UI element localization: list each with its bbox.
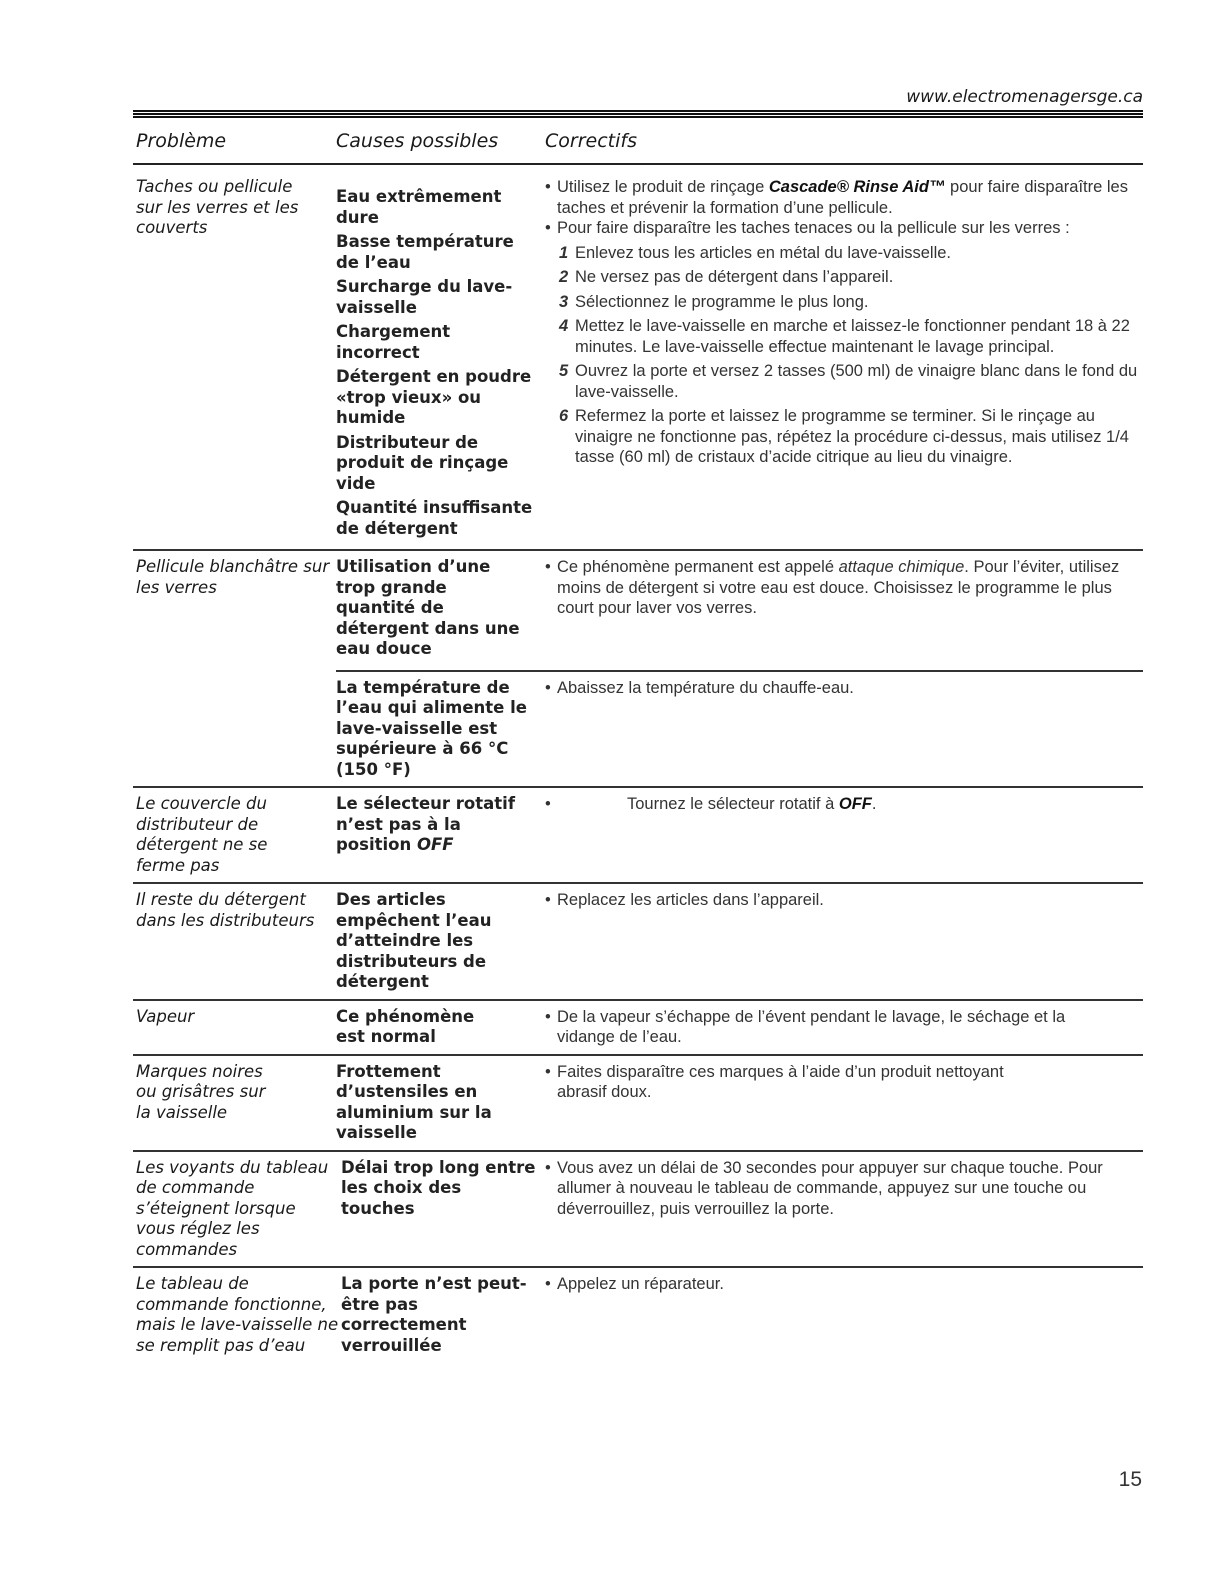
cause-cell: La porte n’est peut-être pas correctement verrouillée xyxy=(341,1274,527,1355)
bullet-icon: • xyxy=(545,678,551,697)
step-text: Enlevez tous les articles en métal du lave-vaisselle. xyxy=(575,243,952,262)
cause-item: Distributeur de produit de rinçage vide xyxy=(336,432,509,493)
column-header-problem: Problème xyxy=(136,129,227,152)
problem-cell: Vapeur xyxy=(136,1006,195,1026)
problem-cell: Taches ou pellicule sur les verres et les couverts xyxy=(136,177,299,237)
step-number: 4 xyxy=(559,317,569,335)
fix-step xyxy=(559,316,1143,357)
table-row xyxy=(133,788,1143,884)
cause-cell: Frottement d’ustensiles en aluminium sur la vaisselle xyxy=(336,1061,492,1142)
fix-cell xyxy=(545,1274,1143,1295)
fix-bullet xyxy=(545,1274,1143,1295)
fix-text: Ce phénomène permanent est appelé attaque chimique. Pour l’éviter, utilisez moins de détergent si votre eau est douce. Choisissez le programme le plus court pour laver vos verres. xyxy=(557,558,1120,617)
table-row xyxy=(133,551,1143,788)
fix-step xyxy=(559,292,1143,313)
sub-row xyxy=(336,670,1143,781)
fix-bullet xyxy=(545,1007,1143,1048)
emphasis-text: OFF xyxy=(417,835,454,854)
step-text: Refermez la porte et laissez le programme se terminer. Si le rinçage au vinaigre ne fonctionne pas, répétez la procédure ci-dessus, mais utilisez 1/4 tasse (60 ml) de cristaux d’acide citrique au lieu du vinaigre. xyxy=(575,407,1129,466)
fix-cell xyxy=(545,1062,1143,1103)
document-page xyxy=(133,84,1143,1362)
row-subgroup xyxy=(336,557,1143,780)
fix-text: Utilisez le produit de rinçage Cascade® Rinse Aid™ pour faire disparaître les taches et prévenir la formation d’une pellicule. xyxy=(557,178,1128,217)
page-number: 15 xyxy=(1118,1468,1142,1491)
bullet-icon: • xyxy=(545,1007,551,1026)
problem-cell: Le couvercle du distributeur de détergent ne se ferme pas xyxy=(136,794,268,875)
bullet-icon: • xyxy=(545,178,551,196)
step-number: 6 xyxy=(559,407,569,425)
fix-bullet xyxy=(545,1158,1143,1220)
fixes-cell xyxy=(545,177,1143,468)
website-url: www.electromenagersge.ca xyxy=(906,87,1143,107)
bullet-icon: • xyxy=(545,558,551,576)
step-text: Sélectionnez le programme le plus long. xyxy=(575,292,869,311)
step-number: 5 xyxy=(559,362,569,380)
cause-item: Chargement incorrect xyxy=(336,322,451,362)
cause-item: Eau extrêmement dure xyxy=(336,187,502,227)
bullet-icon: • xyxy=(545,891,551,909)
fix-bullet xyxy=(545,678,1143,699)
problem-cell: Il reste du détergent dans les distributeurs xyxy=(136,890,315,930)
fix-cell xyxy=(545,890,1143,911)
emphasis-text: OFF xyxy=(838,795,872,813)
bullet-icon: • xyxy=(545,1275,551,1293)
fix-cell xyxy=(545,1007,1143,1048)
bullet-icon: • xyxy=(545,795,551,813)
cause-item: Détergent en poudre «trop vieux» ou humide xyxy=(336,367,532,427)
bullet-icon: • xyxy=(545,219,551,237)
step-text: Mettez le lave-vaisselle en marche et laissez-le fonctionner pendant 18 à 22 minutes. Le lave-vaisselle effectue maintenant le lavage principal. xyxy=(575,317,1130,356)
brand-name: Cascade® Rinse Aid™ xyxy=(768,178,946,196)
fix-text: Vous avez un délai de 30 secondes pour appuyer sur chaque touche. Pour allumer à nouveau le tableau de commande, appuyez sur une touche ou déverrouillez, puis verrouillez la porte. xyxy=(557,1158,1103,1218)
step-text: Ne versez pas de détergent dans l’appareil. xyxy=(575,268,894,286)
fix-text: Abaissez la température du chauffe-eau. xyxy=(557,678,854,697)
fix-text: De la vapeur s’échappe de l’évent pendant le lavage, le séchage et la vidange de l’eau. xyxy=(557,1007,1066,1046)
table-header xyxy=(133,118,1143,165)
fix-text: Replacez les articles dans l’appareil. xyxy=(557,891,824,909)
problem-cell: Le tableau de commande fonctionne, mais le lave-vaisselle ne se remplit pas d’eau xyxy=(136,1274,339,1355)
cause-cell: Utilisation d’une trop grande quantité de détergent dans une eau douce xyxy=(336,557,520,658)
step-number: 1 xyxy=(559,243,569,262)
cause-item: Basse température de l’eau xyxy=(336,232,514,272)
fix-text: Appelez un réparateur. xyxy=(557,1275,724,1293)
fix-text: Tournez le sélecteur rotatif à OFF. xyxy=(627,795,877,813)
problem-cell: Marques noires ou grisâtres sur la vaisselle xyxy=(136,1061,266,1122)
fix-text: Faites disparaître ces marques à l’aide d’un produit nettoyant abrasif doux. xyxy=(557,1062,1004,1101)
top-rule xyxy=(133,110,1143,118)
fix-step xyxy=(559,406,1143,468)
fix-cell xyxy=(545,678,1143,781)
table-row xyxy=(133,1001,1143,1056)
cause-cell: Ce phénomène est normal xyxy=(336,1006,475,1046)
cause-item: Surcharge du lave-vaisselle xyxy=(336,277,513,317)
fix-bullet xyxy=(545,794,1143,815)
fix-cell xyxy=(545,557,1143,660)
bullet-icon: • xyxy=(545,1062,551,1081)
step-number: 3 xyxy=(559,292,569,311)
table-row xyxy=(133,1056,1143,1152)
column-header-causes: Causes possibles xyxy=(336,129,499,152)
cause-cell: La température de l’eau qui alimente le lave-vaisselle est supérieure à 66 °C (150 °F) xyxy=(336,677,527,779)
column-header-fixes: Correctifs xyxy=(545,129,637,152)
bullet-icon: • xyxy=(545,1158,551,1177)
fix-step xyxy=(559,243,1143,264)
cause-item: Quantité insuffisante de détergent xyxy=(336,498,533,538)
fix-step xyxy=(559,267,1143,288)
fix-bullet xyxy=(545,890,1143,911)
cause-cell: Délai trop long entre les choix des touches xyxy=(341,1157,536,1218)
step-text: Ouvrez la porte et versez 2 tasses (500 ml) de vinaigre blanc dans le fond du lave-vaisselle. xyxy=(575,362,1138,401)
problem-cell: Les voyants du tableau de commande s’éteignent lorsque vous réglez les commandes xyxy=(136,1157,329,1259)
fix-bullet xyxy=(545,177,1143,218)
step-number: 2 xyxy=(559,268,569,286)
table-row xyxy=(133,1152,1143,1269)
sub-row xyxy=(336,557,1143,660)
table-row xyxy=(133,884,1143,1001)
causes-cell xyxy=(311,177,545,543)
fix-step xyxy=(559,361,1143,402)
fix-cell xyxy=(545,794,1143,815)
emphasis-text: attaque chimique xyxy=(838,558,965,576)
table-row xyxy=(133,165,1143,551)
problem-cell: Pellicule blanchâtre sur les verres xyxy=(136,557,330,597)
fix-cell xyxy=(545,1158,1143,1220)
cause-cell: Le sélecteur rotatif n’est pas à la position OFF xyxy=(336,794,516,854)
cause-cell: Des articles empêchent l’eau d’atteindre les distributeurs de détergent xyxy=(336,890,492,991)
fix-bullet xyxy=(545,557,1143,619)
fix-bullet xyxy=(545,1062,1143,1103)
fix-bullet xyxy=(545,218,1143,239)
fix-text: Pour faire disparaître les taches tenaces ou la pellicule sur les verres : xyxy=(557,219,1070,237)
table-row xyxy=(133,1268,1143,1362)
